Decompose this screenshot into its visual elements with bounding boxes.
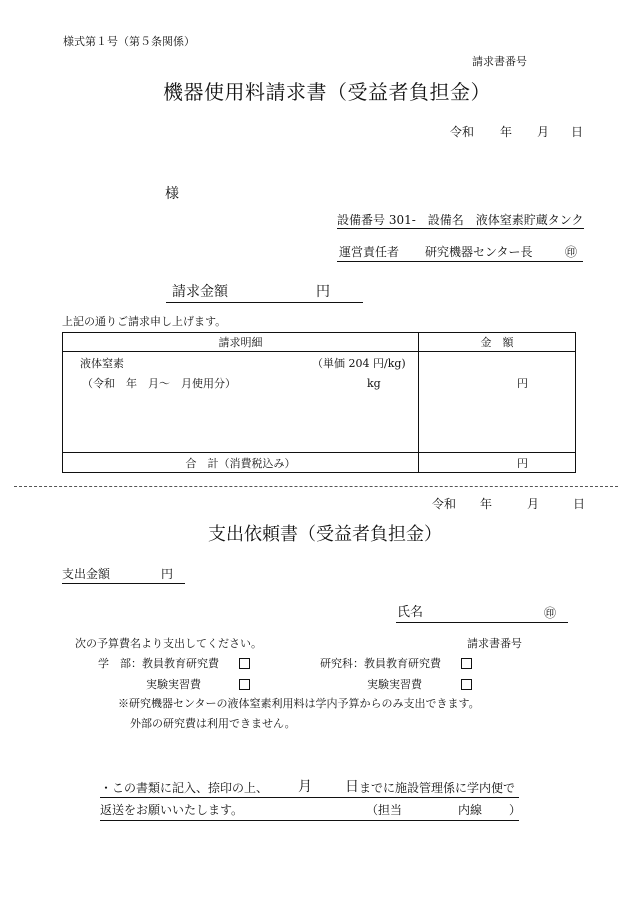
intro-text: 上記の通りご請求申し上げます。 [62,315,227,328]
equipment-line: 設備番号 301- 設備名 液体窒素貯蔵タンク [337,213,584,227]
item-period: （令和 年 月～ 月使用分） [82,377,236,390]
request-number-label: 請求書番号 [472,55,527,68]
cut-line [14,486,618,487]
bill-item-cell [63,352,419,453]
billing-amount-label: 請求金額 [172,284,228,300]
expense-amount-yen: 円 [161,567,174,581]
item-unit: kg [367,377,381,390]
name-seal: ㊞ [544,606,557,620]
total-label: 合 計（消費税込み） [63,453,419,473]
manager-label: 運営責任者 [339,245,400,259]
item-unit-price: （単価 204 円/kg) [312,357,406,370]
date-mid-era: 令和 [432,497,457,511]
date-era: 令和 [450,125,475,139]
footer-contact-close: ） [509,803,522,817]
date-month: 月 [537,125,550,139]
budget-row-1-right: 研究科：教員教育研究費 [320,657,441,670]
expense-title: 支出依頼書（受益者負担金） [208,524,442,545]
billing-amount-underline [166,302,363,303]
checkbox-faculty-lab[interactable] [239,679,250,690]
note-1: ※研究機器センターの液体窒素利用料は学内予算からのみ支出できます。 [118,697,480,710]
footer-underline-1 [100,797,519,798]
bill-item-row [63,352,576,453]
footer-line-2: 返送をお願いいたします。 [100,803,244,817]
page-title: 機器使用料請求書（受益者負担金） [163,80,491,104]
bill-header-row [63,333,576,352]
footer-underline-2 [100,820,519,821]
footer-month: 月 [298,779,312,795]
name-label: 氏名 [397,605,424,620]
manager-title: 研究機器センター長 [425,245,533,259]
manager-seal: ㊞ [565,245,578,259]
addressee-suffix: 様 [165,186,179,202]
budget-row-2-right: 実験実習費 [367,678,422,691]
footer-after-day: までに施設管理係に学内便で [359,781,516,795]
date-mid-day: 日 [573,497,586,511]
bill-total-row [63,453,576,473]
total-amount-cell [419,453,576,473]
footer-extension: 内線 [458,803,483,817]
footer-contact-open: （担当 [366,803,403,817]
footer-day: 日 [345,779,359,795]
total-yen: 円 [517,456,528,470]
date-mid-year: 年 [480,497,493,511]
name-underline [396,622,568,623]
budget-row-1-left: 学 部：教員教育研究費 [98,657,219,670]
item-name: 液体窒素 [80,357,124,370]
budget-instruction: 次の予算費名より支出してください。 [75,637,262,650]
expense-amount-label: 支出金額 [62,567,111,581]
budget-row-2-left: 実験実習費 [146,678,201,691]
note-2: 外部の研究費は利用できません。 [130,717,296,730]
expense-amount-underline [62,583,185,584]
col-detail-header: 請求明細 [63,333,419,352]
manager-underline [337,261,583,262]
item-yen: 円 [517,377,528,390]
bill-item-amount-cell [419,352,576,453]
footer-bullet: ・この書類に記入、捺印の上、 [100,781,269,795]
checkbox-graduate-lab[interactable] [461,679,472,690]
budget-request-number-label: 請求書番号 [467,637,522,650]
date-day: 日 [571,125,584,139]
date-year: 年 [500,125,513,139]
billing-amount-yen: 円 [316,284,330,300]
form-id: 様式第１号（第５条関係） [63,35,195,48]
checkbox-graduate-research[interactable] [461,658,472,669]
bill-table [62,332,576,473]
checkbox-faculty-research[interactable] [239,658,250,669]
col-amount-header: 金 額 [419,333,576,352]
date-mid-month: 月 [527,497,540,511]
